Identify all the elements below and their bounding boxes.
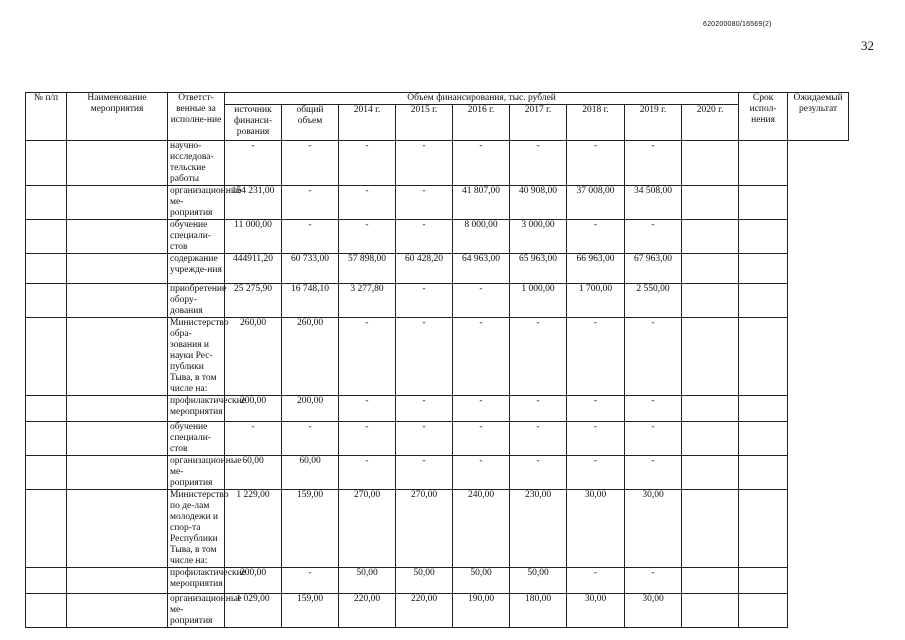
cell-num <box>26 422 67 456</box>
cell-y2017: 190,00 <box>453 594 510 628</box>
cell-y2020: - <box>625 220 682 254</box>
cell-num <box>26 490 67 568</box>
cell-num <box>26 141 67 186</box>
cell-y2018: - <box>510 456 567 490</box>
cell-y2020: - <box>625 141 682 186</box>
cell-responsible: обучение специали-стов <box>168 422 225 456</box>
cell-num <box>26 568 67 594</box>
cell-term <box>682 141 739 186</box>
page-number: 32 <box>861 38 874 53</box>
cell-term <box>682 254 739 284</box>
cell-y2015: 50,00 <box>339 568 396 594</box>
cell-num <box>26 186 67 220</box>
cell-y2014: 200,00 <box>282 396 339 422</box>
cell-y2016: - <box>396 318 453 396</box>
cell-y2018: 1 000,00 <box>510 284 567 318</box>
cell-y2017: - <box>453 422 510 456</box>
cell-y2019: 30,00 <box>567 490 625 568</box>
cell-responsible: организационные ме-роприятия <box>168 186 225 220</box>
cell-y2016: - <box>396 422 453 456</box>
cell-num <box>26 318 67 396</box>
cell-y2020: 30,00 <box>625 490 682 568</box>
cell-num <box>26 284 67 318</box>
cell-total: 444911,20 <box>225 254 282 284</box>
cell-responsible: содержание учрежде-ния <box>168 254 225 284</box>
table-row <box>26 396 849 422</box>
cell-total: 11 000,00 <box>225 220 282 254</box>
cell-y2017: 240,00 <box>453 490 510 568</box>
cell-term <box>682 220 739 254</box>
cell-y2017: - <box>453 456 510 490</box>
cell-y2014: 159,00 <box>282 594 339 628</box>
cell-y2018: 230,00 <box>510 490 567 568</box>
cell-result <box>739 568 788 594</box>
table-row <box>26 594 849 628</box>
cell-result <box>739 186 788 220</box>
cell-name <box>67 456 168 490</box>
cell-responsible: Министерство по де-лам молодежи и спор-та Республики Тыва, в том числе на: <box>168 490 225 568</box>
cell-y2020: 34 508,00 <box>625 186 682 220</box>
document-id: 620200080/16569(2) <box>703 21 772 28</box>
cell-y2014: 16 748,10 <box>282 284 339 318</box>
cell-y2016: 220,00 <box>396 594 453 628</box>
header-2015: 2015 г. <box>396 105 453 141</box>
cell-y2018: - <box>510 141 567 186</box>
cell-y2016: 270,00 <box>396 490 453 568</box>
cell-y2018: 40 908,00 <box>510 186 567 220</box>
cell-responsible: профилактические мероприятия <box>168 568 225 594</box>
cell-y2014: 60,00 <box>282 456 339 490</box>
cell-y2016: - <box>396 220 453 254</box>
table-row <box>26 422 849 456</box>
cell-y2020: - <box>625 318 682 396</box>
cell-y2014: - <box>282 220 339 254</box>
cell-y2018: 50,00 <box>510 568 567 594</box>
cell-y2017: - <box>453 141 510 186</box>
cell-term <box>682 594 739 628</box>
cell-y2014: - <box>282 141 339 186</box>
cell-responsible: научно-исследова-тельские работы <box>168 141 225 186</box>
header-2018: 2018 г. <box>567 105 625 141</box>
cell-y2014: - <box>282 186 339 220</box>
cell-y2019: 66 963,00 <box>567 254 625 284</box>
header-2014: 2014 г. <box>339 105 396 141</box>
cell-y2016: - <box>396 456 453 490</box>
cell-responsible: организационные ме-роприятия <box>168 456 225 490</box>
cell-y2017: 8 000,00 <box>453 220 510 254</box>
cell-num <box>26 594 67 628</box>
cell-term <box>682 186 739 220</box>
cell-y2016: 60 428,20 <box>396 254 453 284</box>
cell-total: 25 275,90 <box>225 284 282 318</box>
cell-y2014: 60 733,00 <box>282 254 339 284</box>
cell-y2019: - <box>567 396 625 422</box>
cell-y2016: 50,00 <box>396 568 453 594</box>
cell-y2018: - <box>510 422 567 456</box>
cell-term <box>682 318 739 396</box>
cell-y2020: - <box>625 456 682 490</box>
cell-responsible: приобретение обору-дования <box>168 284 225 318</box>
header-term: Срок испол-нения <box>739 93 788 141</box>
cell-responsible: организационные ме-роприятия <box>168 594 225 628</box>
cell-y2014: 260,00 <box>282 318 339 396</box>
cell-name <box>67 284 168 318</box>
cell-num <box>26 220 67 254</box>
cell-y2016: - <box>396 141 453 186</box>
header-2016: 2016 г. <box>453 105 510 141</box>
cell-term <box>682 568 739 594</box>
header-total: общий объем <box>282 105 339 141</box>
cell-term <box>682 422 739 456</box>
cell-name <box>67 220 168 254</box>
cell-y2018: - <box>510 318 567 396</box>
cell-y2017: - <box>453 284 510 318</box>
cell-y2015: - <box>339 220 396 254</box>
cell-y2019: - <box>567 220 625 254</box>
cell-y2019: - <box>567 422 625 456</box>
cell-y2019: - <box>567 141 625 186</box>
header-source: источник финанси-рования <box>225 105 282 141</box>
cell-result <box>739 220 788 254</box>
cell-y2019: - <box>567 456 625 490</box>
cell-total: 200,00 <box>225 396 282 422</box>
cell-y2014: 159,00 <box>282 490 339 568</box>
cell-name <box>67 422 168 456</box>
cell-y2015: 220,00 <box>339 594 396 628</box>
cell-result <box>739 456 788 490</box>
cell-result <box>739 318 788 396</box>
cell-result <box>739 141 788 186</box>
cell-y2014: - <box>282 422 339 456</box>
cell-y2020: - <box>625 422 682 456</box>
cell-total: 154 231,00 <box>225 186 282 220</box>
cell-y2015: 57 898,00 <box>339 254 396 284</box>
header-result: Ожидаемый результат <box>788 93 849 141</box>
cell-term <box>682 456 739 490</box>
cell-y2020: - <box>625 568 682 594</box>
table-row <box>26 456 849 490</box>
cell-responsible: профилактические мероприятия <box>168 396 225 422</box>
cell-result <box>739 284 788 318</box>
cell-y2020: 30,00 <box>625 594 682 628</box>
cell-name <box>67 318 168 396</box>
cell-name <box>67 186 168 220</box>
header-volume: Объем финансирования, тыс. рублей <box>225 93 739 105</box>
cell-y2018: 3 000,00 <box>510 220 567 254</box>
cell-y2015: 270,00 <box>339 490 396 568</box>
cell-y2017: 64 963,00 <box>453 254 510 284</box>
cell-y2019: 30,00 <box>567 594 625 628</box>
table-body <box>26 141 849 628</box>
table-row <box>26 186 849 220</box>
cell-term <box>682 490 739 568</box>
cell-term <box>682 284 739 318</box>
cell-y2019: - <box>567 568 625 594</box>
cell-y2017: 41 807,00 <box>453 186 510 220</box>
cell-y2020: - <box>625 396 682 422</box>
cell-y2017: - <box>453 396 510 422</box>
table-row <box>26 220 849 254</box>
cell-total: 1 029,00 <box>225 594 282 628</box>
cell-y2019: 1 700,00 <box>567 284 625 318</box>
cell-y2016: - <box>396 284 453 318</box>
cell-name <box>67 141 168 186</box>
cell-y2017: 50,00 <box>453 568 510 594</box>
cell-num <box>26 396 67 422</box>
header-2020: 2020 г. <box>682 105 739 141</box>
cell-result <box>739 254 788 284</box>
cell-y2015: 3 277,80 <box>339 284 396 318</box>
cell-y2019: 37 008,00 <box>567 186 625 220</box>
table-row <box>26 568 849 594</box>
table-row <box>26 318 849 396</box>
cell-y2018: 180,00 <box>510 594 567 628</box>
cell-y2014: - <box>282 568 339 594</box>
financing-table <box>25 92 849 628</box>
cell-term <box>682 396 739 422</box>
header-num: № п/п <box>26 93 67 141</box>
header-2019: 2019 г. <box>625 105 682 141</box>
cell-name <box>67 594 168 628</box>
table-row <box>26 141 849 186</box>
cell-y2020: 2 550,00 <box>625 284 682 318</box>
cell-result <box>739 594 788 628</box>
cell-result <box>739 396 788 422</box>
cell-y2015: - <box>339 396 396 422</box>
cell-y2016: - <box>396 396 453 422</box>
cell-name <box>67 396 168 422</box>
cell-y2019: - <box>567 318 625 396</box>
cell-y2015: - <box>339 141 396 186</box>
cell-name <box>67 254 168 284</box>
cell-total: - <box>225 422 282 456</box>
cell-y2015: - <box>339 186 396 220</box>
cell-y2017: - <box>453 318 510 396</box>
cell-y2015: - <box>339 456 396 490</box>
cell-result <box>739 490 788 568</box>
table-row <box>26 284 849 318</box>
table-row <box>26 254 849 284</box>
cell-responsible: Министерство обра-зования и науки Рес-публики Тыва, в том числе на: <box>168 318 225 396</box>
cell-responsible: обучение специали-стов <box>168 220 225 254</box>
cell-num <box>26 456 67 490</box>
table-row <box>26 490 849 568</box>
cell-total: 260,00 <box>225 318 282 396</box>
header-resp: Ответст-венные за исполне-ние <box>168 93 225 141</box>
cell-total: - <box>225 141 282 186</box>
cell-y2018: - <box>510 396 567 422</box>
cell-result <box>739 422 788 456</box>
header-name: Наименование мероприятия <box>67 93 168 141</box>
cell-y2018: 65 963,00 <box>510 254 567 284</box>
cell-y2016: - <box>396 186 453 220</box>
cell-y2015: - <box>339 318 396 396</box>
cell-y2015: - <box>339 422 396 456</box>
cell-total: 1 229,00 <box>225 490 282 568</box>
cell-total: 60,00 <box>225 456 282 490</box>
cell-total: 200,00 <box>225 568 282 594</box>
cell-y2020: 67 963,00 <box>625 254 682 284</box>
cell-name <box>67 568 168 594</box>
cell-name <box>67 490 168 568</box>
header-2017: 2017 г. <box>510 105 567 141</box>
cell-num <box>26 254 67 284</box>
